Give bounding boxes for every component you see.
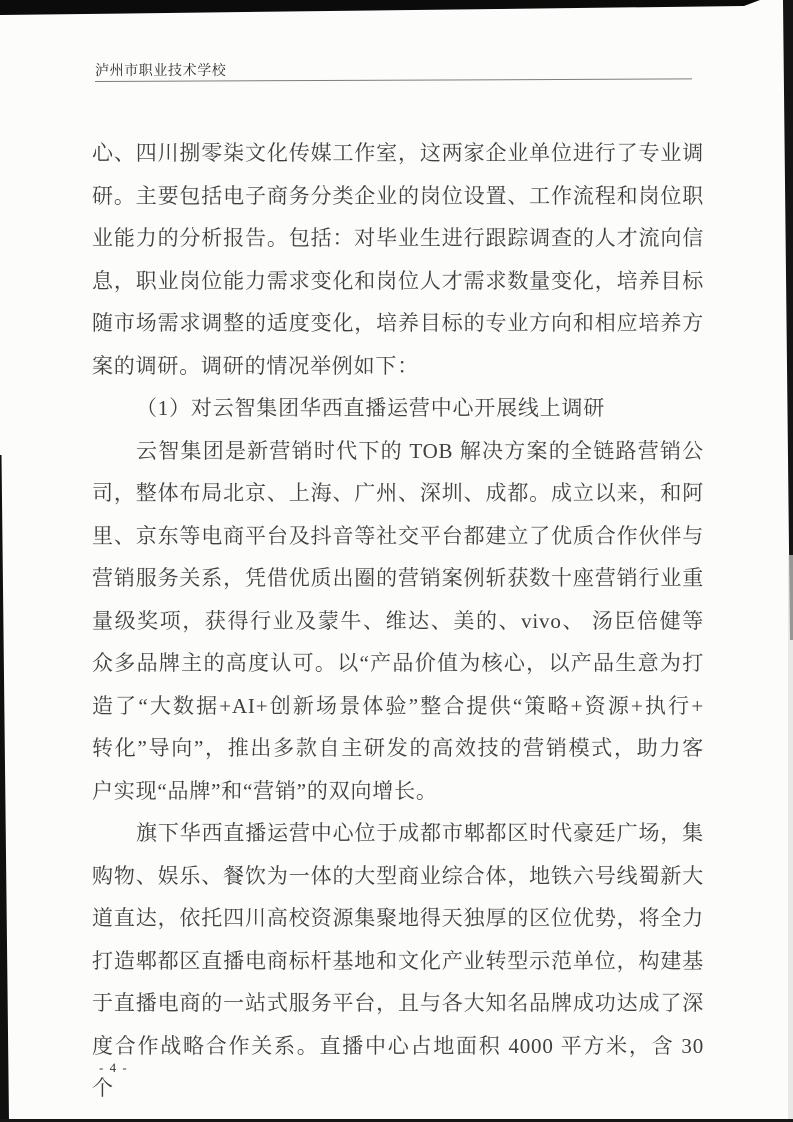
body-line: 购物、娱乐、餐饮为一体的大型商业综合体，地铁六号线蜀新大 [92, 863, 704, 888]
body-line: 里、京东等电商平台及抖音等社交平台都建立了优质合作伙伴与 [92, 523, 704, 548]
body-line: 众多品牌主的高度认可。以“产品价值为核心，以产品生意为打 [92, 651, 704, 675]
body-line: 道直达，依托四川高校资源集聚地得天独厚的区位优势，将全力 [92, 906, 704, 930]
body-line: （1）对云智集团华西直播运营中心开展线上调研 [136, 396, 606, 420]
body-line: 随市场需求调整的适度变化，培养目标的专业方向和相应培养方 [92, 311, 704, 335]
body-line: 户实现“品牌”和“营销”的双向增长。 [92, 778, 438, 803]
body-line: 心、四川捌零柒文化传媒工作室，这两家企业单位进行了专业调 [92, 141, 704, 165]
scan-artifact-top-edge [0, 0, 793, 16]
document-body [92, 132, 711, 1110]
scan-artifact-right-edge [780, 0, 793, 640]
body-line: 旗下华西直播运营中心位于成都市郫都区时代豪廷广场，集 [136, 821, 704, 845]
body-line: 业能力的分析报告。包括：对毕业生进行跟踪调查的人才流向信 [92, 226, 704, 250]
header-school-name: 泸州市职业技术学校 [95, 64, 227, 79]
body-line: 司，整体布局北京、上海、广州、深圳、成都。成立以来，和阿 [92, 481, 704, 505]
body-line: 息，职业岗位能力需求变化和岗位人才需求数量变化，培养目标 [92, 268, 704, 293]
scan-artifact-left-edge [0, 455, 9, 1122]
body-line: 案的调研。调研的情况举例如下： [92, 353, 419, 378]
body-line: 造了“大数据+AI+创新场景体验”整合提供“策略+资源+执行+ [92, 693, 704, 718]
body-line: 营销服务关系，凭借优质出圈的营销案例斩获数十座营销行业重 [92, 566, 704, 590]
body-line: 度合作战略合作关系。直播中心占地面积 4000 平方米，含 30 个 [92, 1033, 711, 1100]
body-line: 于直播电商的一站式服务平台，且与各大知名品牌成功达成了深 [92, 991, 704, 1015]
page-number: - 4 - [99, 1060, 129, 1075]
body-line: 云智集团是新营销时代下的 TOB 解决方案的全链路营销公 [136, 438, 704, 463]
body-line: 研。主要包括电子商务分类企业的岗位设置、工作流程和岗位职 [92, 183, 704, 208]
scan-shadow-right-edge [788, 555, 793, 1122]
body-line: 打造郫都区直播电商标杆基地和文化产业转型示范单位，构建基 [92, 948, 704, 973]
body-line: 量级奖项，获得行业及蒙牛、维达、美的、vivo、 汤臣倍健等 [92, 608, 704, 633]
body-line: 转化”导向”，推出多款自主研发的高效技的营销模式，助力客 [92, 736, 704, 760]
